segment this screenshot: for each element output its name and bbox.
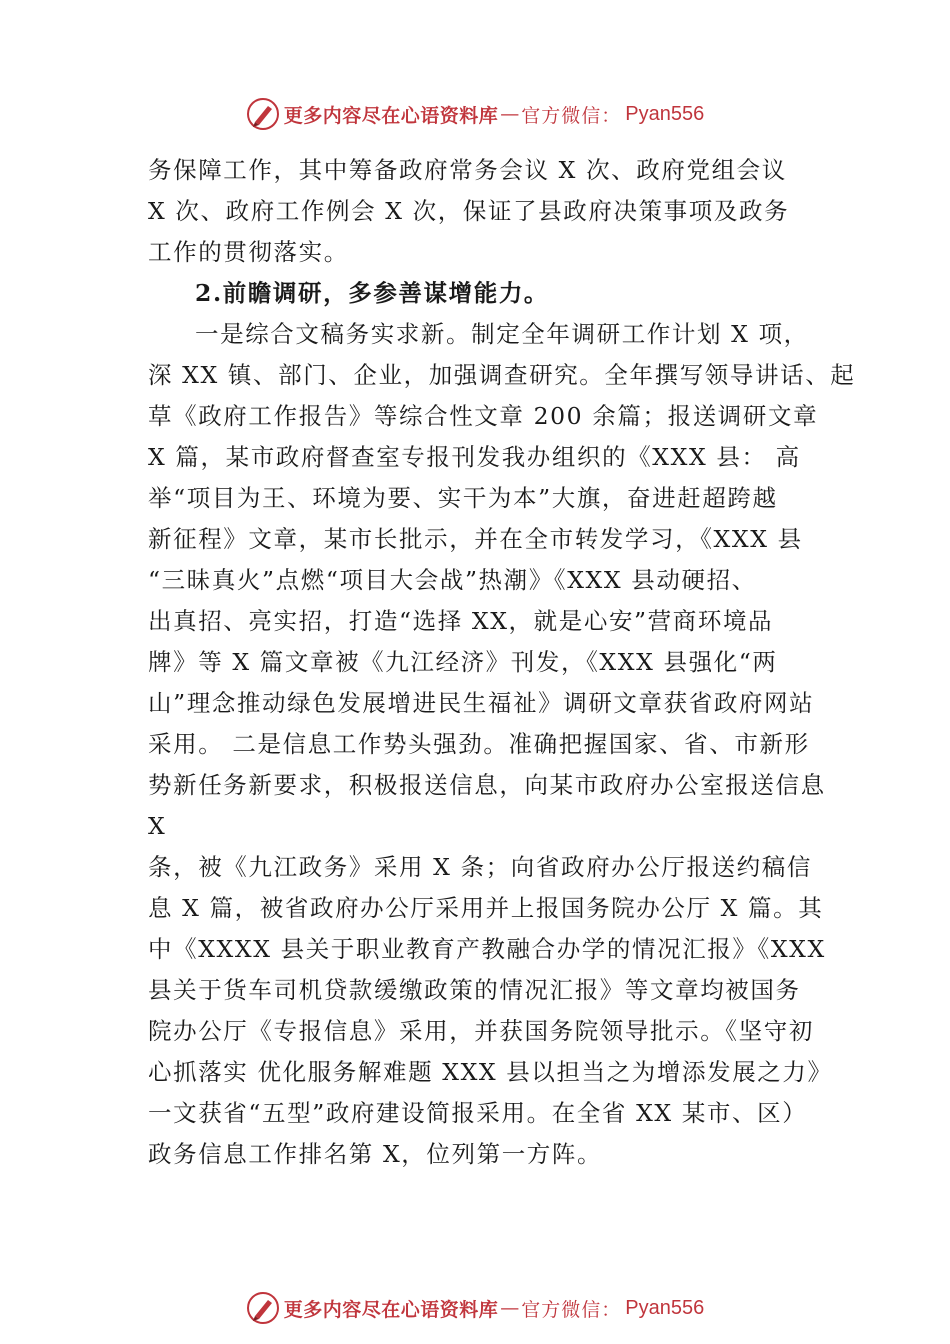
text-line: 草《政府工作报告》等综合性文章 200 余篇；报送调研文章 xyxy=(148,402,819,430)
text-line: 一是综合文稿务实求新。制定全年调研工作计划 X 项， xyxy=(195,320,809,348)
header-wechat-id: Pyan556 xyxy=(625,102,705,125)
text-line: “三昧真火”点燃“项目大会战”热潮》《XXX 县动硬招、 xyxy=(148,566,757,594)
footer-wechat-label: 官方微信： xyxy=(521,1298,622,1321)
text-line: 深 XX 镇、部门、企业，加强调查研究。全年撰写领导讲话、起 xyxy=(148,361,856,389)
header-brand: 更多内容尽在心语资料库 xyxy=(283,104,499,127)
text-line: 出真招、亮实招，打造“选择 XX，就是心安”营商环境品 xyxy=(148,607,774,635)
text-line: X 篇，某市政府督查室专报刊发我办组织的《XXX 县： 高 xyxy=(148,443,801,471)
text-line: 政务信息工作排名第 X，位列第一方阵。 xyxy=(148,1140,603,1168)
section-heading: 2.前瞻调研，多参善谋增能力。 xyxy=(195,279,550,307)
text-line: 中《XXXX 县关于职业教育产教融合办学的情况汇报》《XXX xyxy=(148,935,826,963)
document-body xyxy=(148,150,856,1175)
text-line: 条，被《九江政务》采用 X 条；向省政府办公厅报送约稿信 xyxy=(148,853,812,881)
footer-wechat-id: Pyan556 xyxy=(625,1296,705,1319)
text-line: X xyxy=(148,812,167,840)
text-line: 山”理念推动绿色发展增进民生福祉》调研文章获省政府网站 xyxy=(148,689,815,717)
header-dash: — xyxy=(500,103,520,125)
text-line: X 次、政府工作例会 X 次，保证了县政府决策事项及政务 xyxy=(148,197,790,225)
text-line: 务保障工作，其中筹备政府常务会议 X 次、政府党组会议 xyxy=(148,156,787,184)
text-line: 一文获省“五型”政府建设简报采用。在全省 XX 某市、区） xyxy=(148,1099,808,1127)
text-line: 举“项目为王、环境为要、实干为本”大旗，奋进赶超跨越 xyxy=(148,484,778,512)
text-line: 息 X 篇，被省政府办公厅采用并上报国务院办公厅 X 篇。其 xyxy=(148,894,824,922)
text-line: 工作的贯彻落实。 xyxy=(148,238,349,266)
text-line: 院办公厅《专报信息》采用，并获国务院领导批示。《坚守初 xyxy=(148,1017,814,1045)
footer-banner xyxy=(0,1288,950,1328)
pen-logo-icon xyxy=(246,1291,280,1325)
text-line: 势新任务新要求，积极报送信息，向某市政府办公室报送信息 xyxy=(148,771,826,799)
footer-dash: — xyxy=(500,1297,520,1319)
text-line: 新征程》文章，某市长批示，并在全市转发学习，《XXX 县 xyxy=(148,525,803,553)
text-line: 心抓落实 优化服务解难题 XXX 县以担当之为增添发展之力》 xyxy=(148,1058,833,1086)
text-line: 采用。 二是信息工作势头强劲。准确把握国家、省、市新形 xyxy=(148,730,810,758)
footer-brand: 更多内容尽在心语资料库 xyxy=(283,1298,499,1321)
header-wechat-label: 官方微信： xyxy=(521,104,622,127)
text-line: 县关于货车司机贷款缓缴政策的情况汇报》等文章均被国务 xyxy=(148,976,801,1004)
text-line: 牌》等 X 篇文章被《九江经济》刊发，《XXX 县强化“两 xyxy=(148,648,778,676)
header-banner xyxy=(0,94,950,134)
pen-logo-icon xyxy=(246,97,280,131)
